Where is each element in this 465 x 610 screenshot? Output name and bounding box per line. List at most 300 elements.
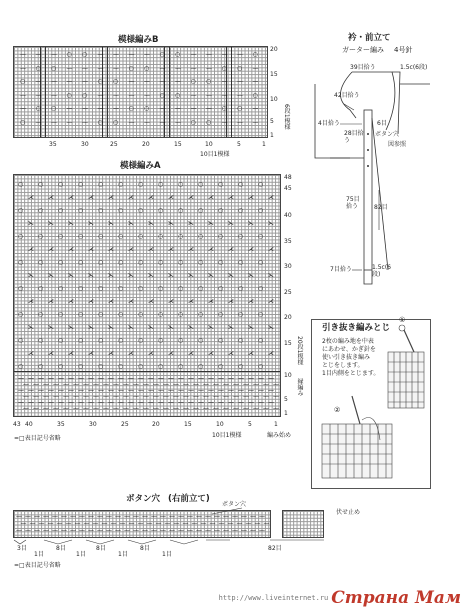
chart-symbol: ⋌ [128,350,134,357]
chart-symbol: ⋌ [228,194,234,201]
chart-symbol: — [159,118,166,126]
chart-symbol: ○ [198,363,204,370]
chart-symbol: — [53,393,59,400]
chart-symbol: ○ [218,259,224,266]
chart-symbol: — [268,387,274,394]
pattern-a-col-tick: 5 [248,421,252,428]
chart-symbol: — [163,381,169,388]
chart-symbol: — [263,393,269,400]
chart-symbol: — [143,381,149,388]
chart-symbol: ⋋ [268,220,274,227]
chart-symbol: — [53,381,59,388]
chart-symbol: — [93,405,99,412]
chart-symbol: — [128,78,135,85]
chart-symbol: ⋋ [228,220,234,227]
chart-symbol: ○ [178,363,184,370]
chart-symbol: — [268,399,274,406]
chart-symbol: ○ [18,337,24,344]
chart-symbol: — [103,393,109,400]
chart-symbol: ○ [238,285,244,292]
chart-symbol: — [128,375,134,382]
chart-symbol: ○ [38,311,44,318]
chart-symbol: — [218,520,225,527]
collar-subtitle: ガーター編み [342,46,384,54]
chart-symbol: ○ [18,363,24,370]
chart-symbol: ○ [18,181,24,188]
collar-bottom-width: 1.5c(6段) [372,264,391,278]
chart-symbol: — [232,527,238,534]
chart-symbol: ⋌ [128,194,134,201]
chart-symbol: — [237,91,243,99]
chart-symbol: ○ [128,105,134,112]
chart-symbol: ○ [158,311,164,318]
chart-symbol: — [79,513,85,520]
chart-symbol: ⋋ [188,220,194,227]
chart-symbol: ⋌ [88,350,94,357]
chart-symbol: ⋌ [128,298,134,305]
buttonhole-count: 3目 [17,545,27,552]
chart-symbol: — [38,399,44,406]
chart-symbol: — [213,405,219,412]
chart-symbol: — [168,387,174,394]
chart-symbol: — [88,527,94,534]
chart-symbol: ○ [138,337,144,344]
chart-symbol: ⋌ [28,246,34,253]
chart-symbol: — [28,375,34,382]
chart-symbol: — [248,387,254,394]
buttonhole-count: 8目 [56,545,66,552]
chart-symbol: — [178,513,184,520]
chart-symbol: ○ [38,181,44,188]
pattern-b-row-tick: 10 [270,96,278,103]
pattern-b-col-tick: 1 [262,141,266,148]
chart-symbol: ○ [218,207,224,214]
chart-symbol: — [159,78,166,85]
pattern-a-row-tick: 5 [284,396,288,403]
chart-symbol: ⋌ [148,246,154,253]
bindoff-step: 2枚の編み地を中表 [322,338,374,345]
chart-symbol: — [175,105,181,112]
chart-symbol: ○ [128,64,134,72]
chart-symbol: ○ [178,259,184,266]
chart-symbol: — [237,118,243,126]
chart-symbol: — [142,513,148,520]
chart-symbol: — [119,520,126,527]
chart-symbol: ⋋ [128,220,134,227]
chart-symbol: ○ [118,311,124,318]
chart-symbol: ○ [58,337,64,344]
chart-symbol: ○ [138,259,144,266]
collar-needle: 4号針 [394,46,413,54]
chart-symbol: — [34,513,40,520]
chart-symbol: — [233,393,239,400]
chart-symbol: — [97,51,104,58]
chart-symbol: — [34,527,40,534]
chart-symbol: — [158,375,164,382]
chart-symbol: — [223,381,229,388]
chart-symbol: — [138,375,144,382]
chart-symbol: ○ [178,233,184,240]
chart-symbol: ○ [78,285,84,292]
chart-symbol: — [163,405,169,412]
chart-symbol: — [206,105,212,112]
chart-symbol: — [83,393,89,400]
chart-symbol: ○ [78,311,84,318]
pattern-b-title: 模様編みB [118,35,159,45]
chart-symbol: ⋌ [128,246,134,253]
chart-symbol: ○ [206,118,212,126]
buttonhole-hole-label: ボタン穴 [222,501,247,508]
chart-symbol: ⋋ [248,272,254,279]
chart-symbol: ○ [58,233,64,240]
chart-symbol: — [223,405,229,412]
chart-symbol: ○ [198,285,204,292]
chart-symbol: ○ [138,181,144,188]
chart-symbol: — [51,51,57,58]
chart-symbol: — [74,520,81,527]
chart-symbol: ⋋ [248,220,254,227]
chart-symbol: — [155,520,162,527]
chart-symbol: ⋌ [88,194,94,201]
chart-symbol: — [97,513,103,520]
chart-symbol: — [190,51,197,58]
chart-symbol: — [28,387,34,394]
buttonhole-count: 1目 [76,551,86,558]
chart-symbol: — [153,405,159,412]
chart-symbol: — [182,520,189,527]
chart-symbol: — [137,520,144,527]
buttonhole-count: 1目 [162,551,172,558]
chart-symbol: — [128,118,135,126]
chart-symbol: — [38,375,44,382]
chart-symbol: — [208,375,214,382]
chart-symbol: — [66,105,73,112]
chart-symbol: ○ [118,181,124,188]
chart-symbol: — [18,387,24,394]
chart-symbol: ⋌ [148,298,154,305]
chart-symbol: — [20,91,26,99]
pattern-a-note: =□表目記号省略 [14,435,61,442]
chart-symbol: — [88,375,94,382]
chart-symbol: — [253,381,259,388]
chart-symbol: — [263,381,269,388]
chart-symbol: — [47,520,54,527]
chart-symbol: ○ [51,105,57,112]
chart-symbol: ○ [178,285,184,292]
chart-symbol: — [73,393,79,400]
chart-symbol: ⋌ [48,246,54,253]
collar-long-pick: 75目拾う [346,196,360,210]
chart-symbol: — [88,387,94,394]
chart-symbol: ⋋ [188,324,194,331]
chart-symbol: ○ [238,337,244,344]
chart-symbol: — [82,64,88,72]
chart-symbol: ○ [18,311,24,318]
chart-symbol: — [61,527,67,534]
chart-symbol: — [233,381,239,388]
chart-symbol: — [82,118,88,126]
chart-symbol: — [78,375,84,382]
collar-buttonhole: ボタン穴 [375,131,400,138]
chart-symbol: ○ [82,91,88,99]
chart-symbol: — [68,375,74,382]
chart-symbol: — [23,405,29,412]
chart-symbol: ○ [118,363,124,370]
chart-symbol: ○ [78,207,84,214]
chart-symbol: — [23,393,29,400]
collar-buttonhole-ref: 図参照 [388,141,407,148]
pattern-b-col-repeat: 10目1模様 [200,151,230,158]
pattern-a-row-tick: 30 [284,263,292,270]
pattern-b-row-tick: 1 [270,132,274,139]
chart-symbol: — [20,105,26,112]
buttonhole-count: 8目 [140,545,150,552]
chart-symbol: ○ [98,363,104,370]
buttonhole-count: 1目 [118,551,128,558]
chart-symbol: ○ [58,259,64,266]
chart-symbol: ○ [218,363,224,370]
chart-symbol: ○ [51,64,57,72]
chart-symbol: — [241,513,247,520]
chart-symbol: — [196,513,202,520]
chart-symbol: — [187,513,193,520]
chart-symbol: ○ [258,337,264,344]
chart-symbol: — [259,527,265,534]
chart-symbol: — [214,513,220,520]
chart-symbol: — [118,375,124,382]
chart-symbol: — [143,393,149,400]
chart-symbol: — [133,513,139,520]
chart-symbol: ⋌ [208,194,214,201]
chart-symbol: ○ [20,118,26,126]
chart-symbol: — [124,513,130,520]
chart-symbol: — [118,387,124,394]
chart-symbol: — [83,520,90,527]
chart-symbol: — [198,387,204,394]
chart-symbol: — [118,399,124,406]
chart-symbol: ○ [38,259,44,266]
chart-symbol: ○ [113,118,119,126]
chart-symbol: ○ [198,181,204,188]
chart-symbol: — [35,78,42,85]
chart-symbol: — [98,399,104,406]
chart-symbol: ○ [198,259,204,266]
chart-symbol: — [151,527,157,534]
chart-symbol: ⋌ [268,246,274,253]
chart-symbol: ○ [118,233,124,240]
chart-symbol: — [43,393,49,400]
chart-symbol: ○ [138,207,144,214]
chart-symbol: — [51,91,57,99]
chart-symbol: — [58,375,64,382]
chart-symbol: — [252,105,259,112]
chart-symbol: ⋋ [148,220,154,227]
chart-symbol: ○ [97,118,103,126]
chart-symbol: ○ [58,285,64,292]
pattern-a-col-tick: 1 [274,421,278,428]
chart-symbol: — [178,527,184,534]
chart-symbol: — [113,64,119,72]
chart-symbol: — [203,393,209,400]
pattern-a-row-tick: 25 [284,289,292,296]
chart-symbol: — [178,375,184,382]
chart-symbol: ⋋ [148,272,154,279]
chart-symbol: ○ [238,181,244,188]
chart-symbol: ⋋ [48,220,54,227]
pattern-a-col-tick: 10 [216,421,224,428]
chart-symbol: — [115,513,121,520]
chart-symbol: — [190,105,197,112]
chart-symbol: ○ [58,181,64,188]
chart-symbol: — [173,405,179,412]
watermark [219,588,461,608]
chart-symbol: ⋌ [228,350,234,357]
chart-symbol: ⋌ [228,298,234,305]
chart-symbol: ⋋ [208,324,214,331]
chart-symbol: — [248,399,254,406]
chart-symbol: — [66,78,73,85]
chart-symbol: — [203,381,209,388]
chart-symbol: — [78,399,84,406]
chart-symbol: — [175,64,181,72]
chart-symbol: — [63,405,69,412]
chart-symbol: ⋋ [248,324,254,331]
chart-symbol: ⋌ [208,246,214,253]
chart-symbol: — [263,405,269,412]
chart-symbol: — [28,399,34,406]
chart-symbol: — [273,405,279,412]
chart-symbol: — [115,527,121,534]
chart-symbol: — [58,387,64,394]
chart-symbol: — [223,393,229,400]
chart-symbol: ○ [138,285,144,292]
chart-symbol: ⋌ [248,194,254,201]
chart-symbol: — [113,405,119,412]
chart-symbol: ⋋ [108,272,114,279]
buttonhole-count: 82目 [268,545,282,552]
chart-symbol: ○ [113,78,119,85]
chart-symbol: — [196,527,202,534]
chart-symbol: ○ [178,207,184,214]
chart-symbol: — [193,381,199,388]
buttonhole-bindoff-label: 伏せ止め [336,509,361,516]
chart-symbol: — [110,520,117,527]
chart-symbol: — [183,405,189,412]
pattern-b-col-tick: 30 [81,141,89,148]
chart-symbol: — [79,527,85,534]
pattern-a-col-tick: 15 [184,421,192,428]
chart-symbol: — [128,51,135,58]
buttonhole-title: ボタン穴 [126,494,161,504]
chart-symbol: ○ [18,285,24,292]
chart-symbol: — [205,513,211,520]
chart-symbol: — [48,387,54,394]
chart-symbol: — [250,513,256,520]
chart-symbol: — [93,393,99,400]
pattern-a-col-tick: 40 [25,421,33,428]
chart-symbol: — [43,527,49,534]
chart-symbol: — [38,520,45,527]
chart-symbol: — [133,405,139,412]
collar-mid-count: 6目 [377,120,387,127]
chart-symbol: — [63,393,69,400]
chart-symbol: — [168,375,174,382]
chart-symbol: — [113,393,119,400]
chart-symbol: — [144,78,150,85]
chart-symbol: — [253,405,259,412]
chart-symbol: ○ [78,233,84,240]
chart-symbol: — [148,399,154,406]
chart-symbol: — [20,64,26,72]
chart-symbol: ○ [221,64,227,72]
chart-symbol: ○ [66,91,72,99]
chart-symbol: — [173,520,180,527]
chart-symbol: — [221,118,228,126]
chart-symbol: — [16,513,22,520]
chart-symbol: ○ [98,337,104,344]
chart-symbol: — [188,387,194,394]
chart-symbol: ⋌ [248,298,254,305]
chart-symbol: — [263,520,270,527]
chart-symbol: ○ [178,181,184,188]
chart-symbol: ⋌ [48,350,54,357]
chart-symbol: — [221,51,228,58]
chart-symbol: ⋌ [208,298,214,305]
chart-symbol: ○ [218,311,224,318]
chart-symbol: ○ [98,311,104,318]
chart-symbol: ○ [218,337,224,344]
chart-symbol: — [142,527,148,534]
chart-symbol: ⋋ [128,324,134,331]
chart-symbol: — [198,399,204,406]
chart-symbol: ○ [206,78,212,85]
chart-symbol: — [259,513,265,520]
chart-symbol: ⋋ [68,272,74,279]
chart-symbol: — [97,64,104,72]
chart-symbol: — [238,387,244,394]
chart-symbol: — [160,513,166,520]
pattern-a-col-tick: 20 [152,421,160,428]
chart-symbol: ○ [252,51,258,58]
chart-symbol: — [108,375,114,382]
chart-symbol: — [190,91,197,99]
chart-symbol: ○ [218,181,224,188]
chart-symbol: — [123,405,129,412]
chart-symbol: — [43,381,49,388]
chart-symbol: ○ [118,285,124,292]
chart-symbol: ○ [38,363,44,370]
chart-symbol: — [35,51,42,58]
chart-symbol: — [164,520,171,527]
chart-symbol: — [250,527,256,534]
chart-symbol: ○ [78,337,84,344]
chart-symbol: ○ [144,64,150,72]
chart-symbol: ⋌ [168,194,174,201]
chart-symbol: ⋌ [168,350,174,357]
chart-symbol: ○ [138,311,144,318]
chart-symbol: ○ [58,363,64,370]
chart-symbol: ○ [175,91,181,99]
chart-symbol: ○ [237,64,243,72]
chart-symbol: ⋌ [208,350,214,357]
chart-symbol: — [73,405,79,412]
chart-symbol: ⋌ [248,350,254,357]
chart-symbol: — [35,118,42,126]
bindoff-step: とじをします。 [322,362,364,369]
chart-symbol: — [25,527,31,534]
chart-symbol: — [52,513,58,520]
chart-symbol: ○ [238,207,244,214]
